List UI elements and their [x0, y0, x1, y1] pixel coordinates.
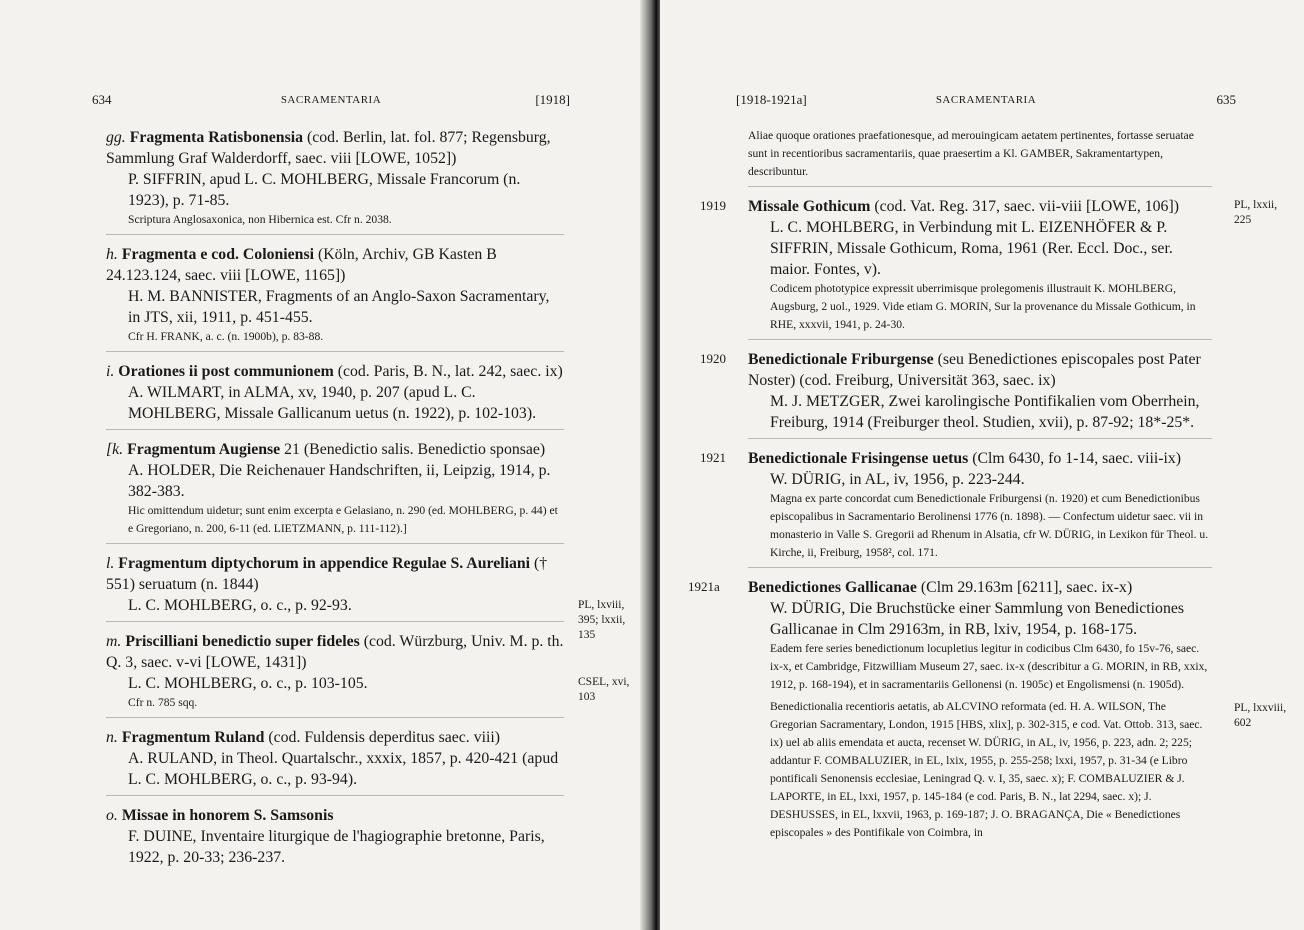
entry-gg — [106, 127, 564, 229]
divider — [106, 717, 564, 718]
right-column — [688, 127, 1287, 842]
entry-desc: (cod. Vat. Reg. 317, saec. vii-viii [LOWE, 106]) — [874, 198, 1179, 215]
entry-ref: H. M. BANNISTER, Fragments of an Anglo-Saxon Sacramentary, in JTS, xii, 1911, p. 451-455. — [128, 288, 550, 326]
entry-number: 1921a — [688, 579, 720, 594]
entry-note: Scriptura Anglosaxonica, non Hibernica est. Cfr n. 2038. — [128, 213, 392, 226]
intro-note: Aliae quoque orationes praefationesque, ad merouingicam aetatem pertinentes, fortasse seruatae sunt in recentioribus sacramentariis, quae praesertim a Kl. GAMBER, Sakramentartypen, describuntur. — [748, 129, 1194, 178]
entry-title: Benedictionale Frisingense uetus — [748, 450, 969, 467]
entry-note: Cfr n. 785 sqq. — [128, 696, 198, 709]
entry-siglum: m. — [106, 633, 122, 650]
entry-title: Fragmenta e cod. Coloniensi — [121, 246, 314, 263]
left-running-title: SACRAMENTARIA — [280, 94, 382, 106]
entry-title: Fragmenta Ratisbonensia — [129, 129, 304, 146]
entry-1921a — [688, 577, 1287, 842]
entry-desc: (Clm 29.163m [6211], saec. ix-x) — [920, 579, 1133, 596]
divider — [106, 234, 564, 235]
entry-1919 — [700, 196, 1278, 334]
left-column — [106, 127, 564, 868]
entry-title: Fragmentum Augiense — [127, 441, 281, 458]
entry-ref: W. DÜRIG, in AL, iv, 1956, p. 223-244. — [770, 471, 1025, 488]
divider — [106, 351, 564, 352]
entry-k — [106, 439, 564, 538]
divider — [748, 186, 1212, 187]
entry-m — [106, 631, 564, 712]
entry-ref: L. C. MOHLBERG, o. c., p. 92-93. — [128, 597, 352, 614]
entry-note: Hic omittendum uidetur; sunt enim excerpta e Gelasiano, n. 290 (ed. MOHLBERG, p. 44) et e Gregoriano, n. 200, 6-11 (ed. LIETZMANN, p. 111-112).] — [128, 504, 558, 535]
divider — [748, 567, 1212, 568]
entry-o — [106, 805, 564, 868]
entry-note: Codicem phototypice expressit uberrimisque prolegomenis illustrauit K. MOHLBERG, Augsburg, 2 uol., 1929. Vide etiam G. MORIN, Sur la provenance du Missale Gothicum, in RHE, xxxvii, 1941, p. 24-30. — [770, 282, 1196, 331]
entry-title: Orationes ii post communionem — [118, 363, 334, 380]
entry-title: Benedictionale Friburgense — [748, 351, 934, 368]
entry-desc: (seu Benedictiones episcopales post Pater Noster) (cod. Freiburg, Universität 363, saec. ix) — [748, 351, 1201, 389]
entry-desc: (cod. Paris, B. N., lat. 242, saec. ix) — [337, 363, 563, 380]
entry-1920 — [700, 349, 1212, 433]
entry-siglum: [k. — [106, 441, 124, 458]
left-page-number: 634 — [92, 92, 112, 107]
right-running-title: SACRAMENTARIA — [935, 94, 1037, 106]
entry-ref: W. DÜRIG, Die Bruchstücke einer Sammlung von Benedictiones Gallicanae in Clm 29163m, in RB, lxiv, 1954, p. 168-175. — [770, 600, 1185, 638]
entry-siglum: i. — [106, 363, 115, 380]
entry-siglum: gg. — [106, 129, 126, 146]
entry-l — [106, 553, 564, 616]
entry-siglum: n. — [106, 729, 118, 746]
divider — [106, 621, 564, 622]
entry-desc: (Clm 6430, fo 1-14, saec. viii-ix) — [972, 450, 1182, 467]
entry-siglum: l. — [106, 555, 115, 572]
entry-desc: († 551) seruatum (n. 1844) — [106, 555, 548, 593]
entry-i — [106, 361, 564, 424]
entry-1921 — [700, 448, 1212, 562]
entry-note: Cfr H. FRANK, a. c. (n. 1900b), p. 83-88. — [128, 330, 324, 343]
divider — [106, 543, 564, 544]
entry-desc: (Köln, Archiv, GB Kasten B 24.123.124, saec. viii [LOWE, 1165]) — [106, 246, 497, 284]
entry-desc: 21 (Benedictio salis. Benedictio sponsae) — [284, 441, 546, 458]
entry-desc: (cod. Würzburg, Univ. M. p. th. Q. 3, saec. v-vi [LOWE, 1431]) — [106, 633, 564, 671]
divider — [106, 429, 564, 430]
margin-ref: PL, lxxviii, 602 — [1234, 702, 1287, 729]
entry-desc: (cod. Berlin, lat. fol. 877; Regensburg, Sammlung Graf Walderdorff, saec. viii [LOWE, 1052]) — [106, 129, 551, 167]
entry-ref: F. DUINE, Inventaire liturgique de l'hagiographie bretonne, Paris, 1922, p. 20-33; 236-237. — [128, 828, 545, 866]
entry-number: 1920 — [700, 351, 726, 366]
entry-title: Fragmentum diptychorum in appendice Regulae S. Aureliani — [118, 555, 531, 572]
entry-ref: L. C. MOHLBERG, in Verbindung mit L. EIZENHÖFER & P. SIFFRIN, Missale Gothicum, Roma, 1961 (Rer. Eccl. Doc., ser. maior. Fontes, v). — [770, 219, 1173, 278]
entry-title: Missae in honorem S. Samsonis — [121, 807, 334, 824]
entry-note-2: Benedictionalia recentioris aetatis, ab ALCVINO reformata (ed. H. A. WILSON, The Gregorian Sacramentary, London, 1915 [HBS, xlix], p. 302-315, e cod. Vat. Ottob. 313, saec. ix) uel ab aliis emendata et aucta, recenset W. DÜRIG, in AL, iv, 1956, p. 223, adn. 2; 225; addantur F. COMBALUZIER, in EL, lxix, 1955, p. 255-258; lxxi, 1957, p. 31-34 (e Libro pontificali Senonensis ecclesiae, Leningrad Q. v. I, 35, saec. x); F. COMBALUZIER & J. LAPORTE, in EL, lxxi, 1957, p. 145-184 (e cod. Paris, B. N., lat 2294, saec. x); J. DESHUSSES, in EL, lxxvii, 1963, p. 169-187; J. O. BRAGANÇA, Die « Benedictiones episcopales » des Pontifikale von Coimbra, in — [770, 700, 1203, 839]
margin-ref-pl: PL, lxviii, 395; lxxii, 135 — [578, 599, 626, 641]
entry-siglum: o. — [106, 807, 118, 824]
divider — [748, 339, 1212, 340]
entry-title: Fragmentum Ruland — [121, 729, 265, 746]
entry-note: Magna ex parte concordat cum Benedictionale Friburgensi (n. 1920) et cum Benedictionibus episcopalibus in Sacramentario Berolinensi 1776 (n. 1898). — Confectum uidetur saec. vii in monasterio in Valle S. Gregorii ad Rhenum in Alsatia, cfr W. DÜRIG, in Lexikon für Theol. u. Kirche, ii, Freiburg, 1958², col. 171. — [770, 492, 1209, 559]
entry-n — [106, 727, 564, 790]
margin-ref-csel: CSEL, xvi, 103 — [578, 676, 630, 703]
entry-siglum: h. — [106, 246, 118, 263]
right-page — [660, 0, 1304, 930]
entry-ref: L. C. MOHLBERG, o. c., p. 103-105. — [128, 675, 368, 692]
entry-ref: M. J. METZGER, Zwei karolingische Pontifikalien vom Oberrhein, Freiburg, 1914 (Freiburger theol. Studien, xvii), p. 87-92; 18*-25*. — [770, 393, 1200, 431]
entry-title: Missale Gothicum — [748, 198, 871, 215]
left-year-range: [1918] — [535, 92, 570, 107]
entry-desc: (cod. Fuldensis deperditus saec. viii) — [268, 729, 501, 746]
entry-number: 1921 — [700, 450, 726, 465]
left-page — [0, 0, 648, 930]
entry-ref: A. HOLDER, Die Reichenauer Handschriften, ii, Leipzig, 1914, p. 382-383. — [128, 462, 551, 500]
entry-ref: A. RULAND, in Theol. Quartalschr., xxxix, 1857, p. 420-421 (apud L. C. MOHLBERG, o. c., p. 93-94). — [128, 750, 559, 788]
entry-h — [106, 244, 564, 346]
right-page-number: 635 — [1216, 92, 1236, 107]
entry-title: Benedictiones Gallicanae — [748, 579, 917, 596]
margin-ref: PL, lxxii, 225 — [1234, 199, 1278, 226]
entry-number: 1919 — [700, 198, 726, 213]
entry-title: Priscilliani benedictio super fideles — [125, 633, 360, 650]
entry-ref: A. WILMART, in ALMA, xv, 1940, p. 207 (apud L. C. MOHLBERG, Missale Gallicanum uetus (n. 1922), p. 102-103). — [128, 384, 537, 422]
entry-ref: P. SIFFRIN, apud L. C. MOHLBERG, Missale Francorum (n. 1923), p. 71-85. — [128, 171, 521, 209]
divider — [748, 438, 1212, 439]
entry-note: Eadem fere series benedictionum locupletius legitur in codicibus Clm 6430, fo 15v-76, saec. ix-x, et Cambridge, Fitzwilliam Museum 27, saec. ix-x (describitur a G. MORIN, in RB, xxix, 1912, p. 168-194), et in sacramentariis Gellonensi (n. 1905c) et Engolismensi (n. 1905d). — [770, 642, 1208, 691]
right-year-range: [1918-1921a] — [736, 92, 807, 107]
divider — [106, 795, 564, 796]
